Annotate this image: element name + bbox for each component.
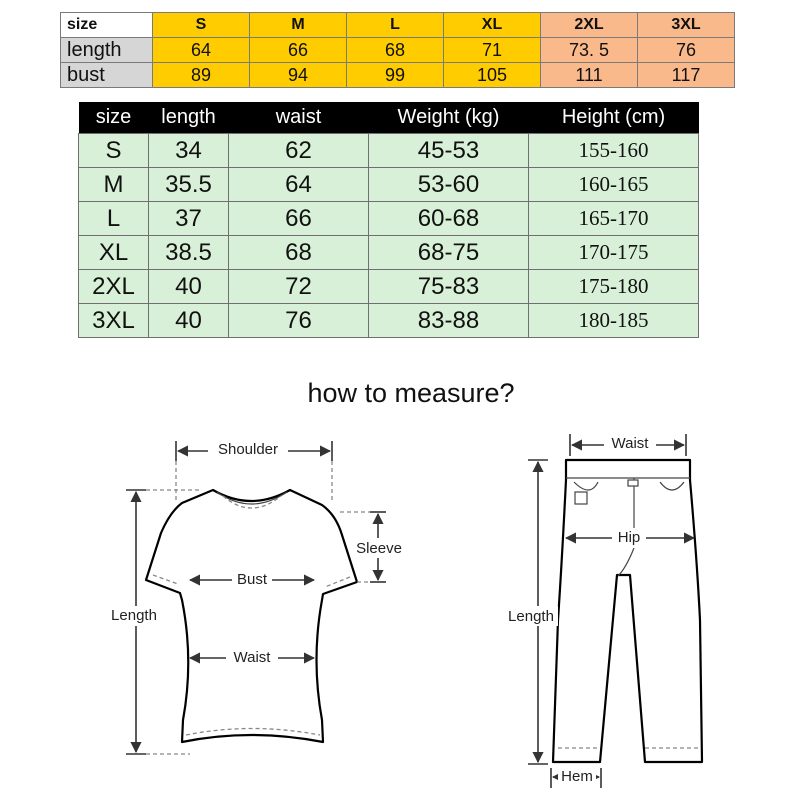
table-cell: 68-75 — [369, 236, 529, 270]
table-cell: 73. 5 — [541, 38, 638, 63]
table-cell: 64 — [153, 38, 250, 63]
waist-label: Waist — [233, 649, 271, 666]
header-cell: size — [79, 102, 149, 134]
table-cell: 66 — [250, 38, 347, 63]
table-cell: 71 — [444, 38, 541, 63]
table-cell: 83-88 — [369, 304, 529, 338]
table-cell: 89 — [153, 63, 250, 88]
table-cell: 155-160 — [529, 134, 699, 168]
table-cell: 66 — [229, 202, 369, 236]
header-cell: size — [61, 13, 153, 38]
bust-label: Bust — [236, 571, 268, 588]
table-cell: 76 — [229, 304, 369, 338]
table-cell: 94 — [250, 63, 347, 88]
table-cell: 40 — [149, 304, 229, 338]
tshirt-outline — [146, 490, 357, 742]
how-to-measure-title: how to measure? — [307, 378, 515, 408]
table-cell: 175-180 — [529, 270, 699, 304]
table-cell: 45-53 — [369, 134, 529, 168]
hem-label: Hem — [561, 768, 593, 785]
table-cell: 105 — [444, 63, 541, 88]
header-cell: S — [153, 13, 250, 38]
pants-outline — [553, 460, 702, 762]
header-cell: XL — [444, 13, 541, 38]
table-cell: 75-83 — [369, 270, 529, 304]
table-cell: 76 — [638, 38, 735, 63]
table-cell: 165-170 — [529, 202, 699, 236]
header-cell: waist — [229, 102, 369, 134]
header-cell: Weight (kg) — [369, 102, 529, 134]
table-cell: 35.5 — [149, 168, 229, 202]
pants-diagram — [504, 434, 702, 788]
table-cell: 3XL — [79, 304, 149, 338]
table-cell: 68 — [347, 38, 444, 63]
shoulder-label: Shoulder — [217, 441, 279, 458]
table-cell: 60-68 — [369, 202, 529, 236]
header-cell: 2XL — [541, 13, 638, 38]
header-cell: L — [347, 13, 444, 38]
table-cell: 37 — [149, 202, 229, 236]
header-cell: Height (cm) — [529, 102, 699, 134]
row-label: bust — [61, 63, 153, 88]
pants-waist-label: Waist — [611, 435, 649, 452]
hip-label: Hip — [617, 529, 641, 546]
table-cell: 38.5 — [149, 236, 229, 270]
table-cell: 160-165 — [529, 168, 699, 202]
table-cell: M — [79, 168, 149, 202]
table-cell: S — [79, 134, 149, 168]
sleeve-label: Sleeve — [356, 540, 402, 557]
row-label: length — [61, 38, 153, 63]
pants-length-label: Length — [508, 608, 554, 625]
table-cell: 68 — [229, 236, 369, 270]
table-cell: 40 — [149, 270, 229, 304]
header-cell: length — [149, 102, 229, 134]
table-cell: 62 — [229, 134, 369, 168]
header-cell: M — [250, 13, 347, 38]
table-cell: 180-185 — [529, 304, 699, 338]
header-cell: 3XL — [638, 13, 735, 38]
table-cell: 34 — [149, 134, 229, 168]
table-cell: 111 — [541, 63, 638, 88]
table-cell: 53-60 — [369, 168, 529, 202]
table-cell: 99 — [347, 63, 444, 88]
tshirt-diagram — [106, 438, 407, 754]
table-cell: 2XL — [79, 270, 149, 304]
table-cell: 72 — [229, 270, 369, 304]
table-cell: XL — [79, 236, 149, 270]
table-cell: 117 — [638, 63, 735, 88]
length-label: Length — [111, 607, 157, 624]
table-cell: L — [79, 202, 149, 236]
table-cell: 170-175 — [529, 236, 699, 270]
table-cell: 64 — [229, 168, 369, 202]
